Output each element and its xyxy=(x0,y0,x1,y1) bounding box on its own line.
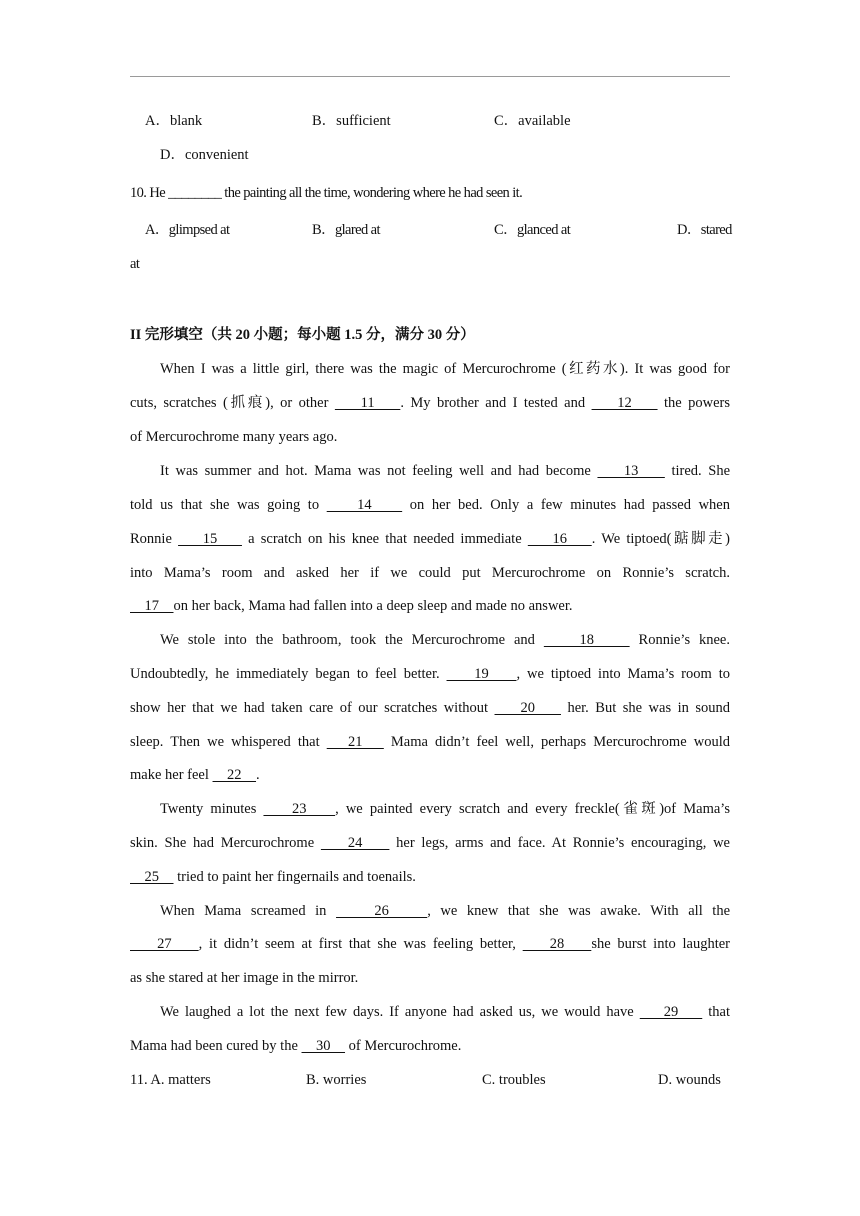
passage-line: Undoubtedly, he immediately began to feel better. 19 , we tiptoed into Mama’s room to xyxy=(130,666,731,682)
q11-option-a: 11. A. matters xyxy=(130,1072,211,1088)
blank-29[interactable]: 29 xyxy=(639,1004,703,1020)
blank-20[interactable]: 20 xyxy=(494,700,561,716)
passage-line: When I was a little girl, there was the magic of Mercurochrome (红药水). It was good for xyxy=(160,361,730,377)
passage-line: make her feel 22 . xyxy=(130,767,260,783)
blank-18[interactable]: 18 xyxy=(543,632,630,648)
passage-line: sleep. Then we whispered that 21 Mama didn’t feel well, perhaps Mercurochrome would xyxy=(130,734,730,750)
q11-option-b: B. worries xyxy=(306,1072,367,1088)
passage-line: We laughed a lot the next few days. If anyone had asked us, we would have 29 that xyxy=(160,1004,730,1020)
blank-13[interactable]: 13 xyxy=(597,463,665,479)
passage-line: Ronnie 15 a scratch on his knee that needed immediate 16 . We tiptoed(踮脚走) xyxy=(130,531,730,547)
blank-15[interactable]: 15 xyxy=(178,531,242,547)
blank-23[interactable]: 23 xyxy=(263,801,336,817)
q11-option-d: D. wounds xyxy=(658,1072,721,1088)
passage-line: We stole into the bathroom, took the Mercurochrome and 18 Ronnie’s knee. xyxy=(160,632,730,648)
passage-line: told us that she was going to 14 on her bed. Only a few minutes had passed when xyxy=(130,497,730,513)
q10-option-b: B．glared at xyxy=(312,222,380,238)
blank-28[interactable]: 28 xyxy=(522,936,592,952)
blank-25[interactable]: 25 xyxy=(130,869,174,885)
blank-30[interactable]: 30 xyxy=(301,1038,346,1054)
blank-26[interactable]: 26 xyxy=(336,903,428,919)
header-rule xyxy=(130,76,730,77)
q10-option-d: D．stared xyxy=(677,222,732,238)
blank-11[interactable]: 11 xyxy=(334,395,401,411)
q9-option-a: A．blank xyxy=(145,113,203,129)
blank-12[interactable]: 12 xyxy=(591,395,658,411)
blank-27[interactable]: 27 xyxy=(130,936,199,952)
blank-17[interactable]: 17 xyxy=(130,598,174,614)
passage-line: into Mama’s room and asked her if we could put Mercurochrome on Ronnie’s scratch. xyxy=(130,565,730,581)
passage-line: Mama had been cured by the 30 of Mercurochrome. xyxy=(130,1038,462,1054)
passage-line: skin. She had Mercurochrome 24 her legs, arms and face. At Ronnie’s encouraging, we xyxy=(130,835,730,851)
blank-24[interactable]: 24 xyxy=(320,835,390,851)
q9-option-b: B．sufficient xyxy=(312,113,391,129)
q10-option-c: C．glanced at xyxy=(494,222,571,238)
passage-line: cuts, scratches (抓痕), or other 11 . My brother and I tested and 12 the powers xyxy=(130,395,731,411)
passage-line: 17 on her back, Mama had fallen into a deep sleep and made no answer. xyxy=(130,598,573,614)
q10-option-a: A．glimpsed at xyxy=(145,222,230,238)
blank-19[interactable]: 19 xyxy=(446,666,517,682)
q10-option-d-wrap: at xyxy=(130,256,140,272)
blank-21[interactable]: 21 xyxy=(326,734,384,750)
passage-line: Twenty minutes 23 , we painted every scratch and every freckle(雀斑)of Mama’s xyxy=(160,801,730,817)
blank-16[interactable]: 16 xyxy=(527,531,592,547)
passage-line: of Mercurochrome many years ago. xyxy=(130,429,338,445)
passage-line: When Mama screamed in 26 , we knew that she was awake. With all the xyxy=(160,903,731,919)
blank-22[interactable]: 22 xyxy=(212,767,257,783)
passage-line: 25 tried to paint her fingernails and toenails. xyxy=(130,869,416,885)
section-title: II 完形填空（共 20 小题；每小题 1.5 分，满分 30 分） xyxy=(130,327,475,343)
q10-stem: 10. He ________ the painting all the time, wondering where he had seen it. xyxy=(130,185,523,201)
q9-option-d: D．convenient xyxy=(160,147,249,163)
passage-line: It was summer and hot. Mama was not feeling well and had become 13 tired. She xyxy=(160,463,731,479)
q9-option-c: C．available xyxy=(494,113,571,129)
blank-14[interactable]: 14 xyxy=(326,497,403,513)
q11-option-c: C. troubles xyxy=(482,1072,546,1088)
passage-line: show her that we had taken care of our scratches without 20 her. But she was in sound xyxy=(130,700,730,716)
passage-line: 27 , it didn’t seem at first that she was feeling better, 28 she burst into laughter xyxy=(130,936,731,952)
passage-line: as she stared at her image in the mirror. xyxy=(130,970,359,986)
